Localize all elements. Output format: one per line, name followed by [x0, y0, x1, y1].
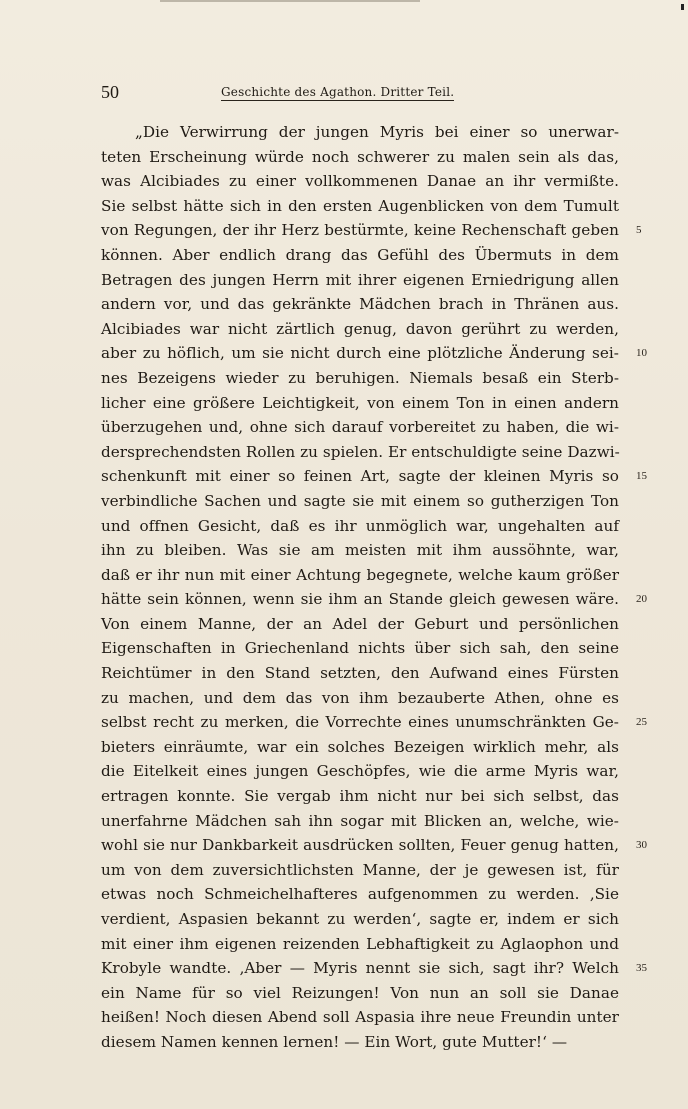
text-line [101, 932, 619, 957]
text-line [101, 268, 619, 293]
text-line-content: und offnen Gesicht, daß es ihr unmöglich war, ungehalten auf [101, 516, 619, 535]
text-line-content: Alcibiades war nicht zärtlich genug, davon gerührt zu werden, [101, 319, 619, 338]
text-line [101, 120, 619, 145]
running-head: Geschichte des Agathon. Dritter Teil. [221, 85, 455, 99]
body-text [101, 120, 648, 1055]
text-line [101, 882, 619, 907]
text-line [101, 759, 619, 784]
text-line [101, 833, 648, 858]
text-line-content: daß er ihr nun mit einer Achtung begegnete, welche kaum größer [101, 565, 619, 584]
text-line [101, 636, 619, 661]
text-line [101, 464, 648, 489]
text-line-content: bieters einräumte, war ein solches Bezeigen wirklich mehr, als [101, 737, 619, 756]
text-line [101, 341, 648, 366]
text-line [101, 194, 619, 219]
text-line-content: Krobyle wandte. ‚Aber — Myris nennt sie sich, sagt ihr? Welch [101, 959, 619, 978]
top-edge-rule [160, 0, 420, 2]
text-line-content: Reichtümer in den Stand setzten, den Aufwand eines Fürsten [101, 664, 619, 683]
text-line-content: wohl sie nur Dankbarkeit ausdrücken sollten, Feuer genug hatten, [101, 836, 619, 855]
text-line [101, 145, 619, 170]
text-line-content: ihn zu bleiben. Was sie am meisten mit ihm aussöhnte, war, [101, 541, 619, 560]
corner-mark [681, 4, 684, 10]
text-line-content: zu machen, und dem das von ihm bezauberte Athen, ohne es [101, 688, 619, 707]
text-line [101, 907, 619, 932]
text-line [101, 735, 619, 760]
text-line [101, 489, 619, 514]
line-number: 35 [636, 962, 648, 975]
text-line-content: Sie selbst hätte sich in den ersten Augenblicken von dem Tumult [101, 196, 619, 215]
text-line-content: andern vor, und das gekränkte Mädchen brach in Thränen aus. [101, 295, 619, 314]
text-line-content: aber zu höflich, um sie nicht durch eine plötzliche Änderung sei- [101, 344, 619, 363]
page-number: 50 [101, 82, 119, 102]
text-line [101, 218, 642, 243]
text-line-content: heißen! Noch diesen Abend soll Aspasia ihre neue Freundin unter [101, 1008, 619, 1027]
text-line [101, 956, 648, 981]
line-number: 30 [636, 839, 648, 852]
text-line-content: Eigenschaften in Griechenland nichts über sich sah, den seine [101, 639, 619, 658]
text-line-content: dersprechendsten Rollen zu spielen. Er entschuldigte seine Dazwi- [101, 442, 620, 461]
text-line-content: „Die Verwirrung der jungen Myris bei einer so unerwar- [135, 123, 619, 141]
text-line-content: hätte sein können, wenn sie ihm an Stande gleich gewesen wäre. [101, 590, 619, 609]
line-number: 15 [636, 470, 648, 483]
text-line [101, 391, 619, 416]
text-line-content: nes Bezeigens wieder zu beruhigen. Niemals besaß ein Sterb- [101, 368, 619, 387]
text-line [101, 538, 619, 563]
text-line [101, 1005, 619, 1030]
text-line [101, 587, 648, 612]
text-line-content: um von dem zuversichtlichsten Manne, der je gewesen ist, für [101, 860, 619, 879]
text-line [101, 440, 619, 465]
text-line-content: teten Erscheinung würde noch schwerer zu malen sein als das, [101, 147, 619, 166]
line-number: 20 [636, 593, 648, 606]
line-number: 10 [636, 347, 648, 360]
line-number: 5 [636, 224, 642, 237]
text-line-content: verbindliche Sachen und sagte sie mit einem so gutherzigen Ton [101, 491, 619, 510]
line-number: 25 [636, 716, 648, 729]
page-header [101, 80, 611, 108]
text-line-content: selbst recht zu merken, die Vorrechte eines unumschränkten Ge- [101, 713, 619, 732]
text-line [101, 710, 648, 735]
text-line-content: unerfahrne Mädchen sah ihn sogar mit Blicken an, welche, wie- [101, 811, 619, 830]
text-line [101, 809, 619, 834]
text-line [101, 612, 619, 637]
text-line [101, 686, 619, 711]
text-line [101, 317, 619, 342]
text-line [101, 169, 619, 194]
text-line-content: ein Name für so viel Reizungen! Von nun an soll sie Danae [101, 983, 619, 1002]
text-line-content: von Regungen, der ihr Herz bestürmte, keine Rechenschaft geben [101, 221, 619, 240]
text-line-content: schenkunft mit einer so feinen Art, sagte der kleinen Myris so [101, 467, 619, 486]
text-line-content: licher eine größere Leichtigkeit, von einem Ton in einen andern [101, 393, 619, 412]
text-line [101, 292, 619, 317]
text-line [101, 858, 619, 883]
text-line-content: überzugehen und, ohne sich darauf vorbereitet zu haben, die wi- [101, 418, 619, 437]
text-line-content: etwas noch Schmeichelhafteres aufgenommen zu werden. ‚Sie [101, 885, 619, 904]
text-line [101, 981, 619, 1006]
text-line-content: verdient, Aspasien bekannt zu werden‘, sagte er, indem er sich [101, 910, 619, 928]
text-line [101, 415, 619, 440]
text-line [101, 1030, 619, 1055]
text-line [101, 661, 619, 686]
text-line-content: was Alcibiades zu einer vollkommenen Danae an ihr vermißte. [101, 172, 619, 191]
text-line [101, 243, 619, 268]
text-line [101, 366, 619, 391]
text-line-content: Von einem Manne, der an Adel der Geburt und persönlichen [101, 614, 619, 633]
text-line-content: die Eitelkeit eines jungen Geschöpfes, wie die arme Myris war, [101, 762, 619, 781]
text-line-content: mit einer ihm eigenen reizenden Lebhaftigkeit zu Aglaophon und [101, 934, 619, 953]
text-line-content: ertragen konnte. Sie vergab ihm nicht nur bei sich selbst, das [101, 787, 619, 806]
text-line-content: diesem Namen kennen lernen! — Ein Wort, gute Mutter!‘ — [101, 1032, 568, 1051]
text-line [101, 514, 619, 539]
text-line-content: Betragen des jungen Herrn mit ihrer eigenen Erniedrigung allen [101, 270, 619, 289]
text-line-content: können. Aber endlich drang das Gefühl des Übermuts in dem [101, 245, 619, 264]
text-line [101, 563, 619, 588]
text-line [101, 784, 619, 809]
